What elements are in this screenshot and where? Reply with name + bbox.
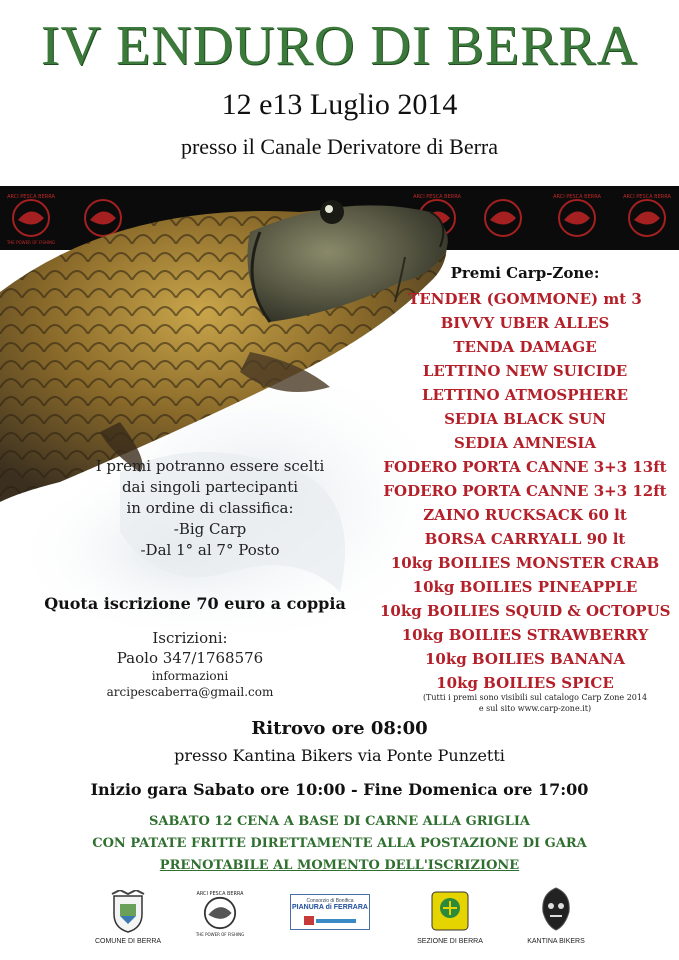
list-item: 10kg BOILIES SPICE [436,674,614,692]
svg-text:ARCI PESCA BERRA: ARCI PESCA BERRA [553,194,601,200]
list-item: FODERO PORTA CANNE 3+3 13ft [383,458,667,476]
dinner-booking-text: PRENOTABILE AL MOMENTO DELL'ISCRIZIONE [159,858,520,873]
list-item: 10kg BOILIES PINEAPPLE [412,578,638,596]
list-item: LETTINO NEW SUICIDE [422,362,628,380]
dinner-line: CON PATATE FRITTE DIRETTAMENTE ALLA POSTAZIONE DI GARA [92,836,587,851]
registration-fee: Quota iscrizione 70 euro a coppia [44,594,346,613]
registration-phone: Paolo 347/1768576 [116,649,264,667]
list-item: 10kg BOILIES BANANA [424,650,626,668]
arci-pesca-logo [620,190,674,246]
registration-title: Iscrizioni: [152,629,228,647]
event-location: presso il Canale Derivatore di Berra [180,134,499,159]
info-label: informazioni [151,669,229,683]
consorzio-label: Consorzio di Bonifica [306,898,354,904]
coat-of-arms-icon [108,890,148,934]
info-line: in ordine di classifica: [126,499,294,517]
list-item: LETTINO ATMOSPHERE [421,386,629,404]
arci-pesca-logo [550,190,604,246]
meeting-time: Ritrovo ore 08:00 [251,718,428,739]
contact-email: arcipescaberra@gmail.com [106,685,274,699]
prize-selection-info [85,456,335,561]
prize-catalog-note [400,692,670,714]
sponsor-caption: COMUNE DI BERRA [94,938,162,945]
prize-note-line: e sul sito www.carp-zone.it) [478,704,592,713]
prizes-title: Premi Carp-Zone: [450,264,600,282]
list-item: FODERO PORTA CANNE 3+3 12ft [383,482,667,500]
sponsor-caption: SEZIONE DI BERRA [417,938,483,945]
info-line: dai singoli partecipanti [121,478,299,496]
info-line: -Big Carp [173,520,247,538]
list-item: SEDIA BLACK SUN [444,410,606,428]
prize-note-line: (Tutti i premi sono visibili sul catalogo Carp Zone 2014 [422,693,648,702]
svg-text:ARCI PESCA BERRA: ARCI PESCA BERRA [413,194,461,200]
info-line: I premi potranno essere scelti [95,457,325,475]
consorzio-name: PIANURA di FERRARA [292,904,368,911]
race-schedule: Inizio gara Sabato ore 10:00 - Fine Domenica ore 17:00 [90,780,589,799]
logo-top-text: ARCI PESCA BERRA [196,891,244,898]
event-title: IV ENDURO DI BERRA [40,15,639,77]
registration-contacts [80,628,300,700]
list-item: 10kg BOILIES MONSTER CRAB [390,554,660,572]
list-item: 10kg BOILIES SQUID & OCTOPUS [380,602,671,620]
list-item: BORSA CARRYALL 90 lt [424,530,626,548]
info-line: -Dal 1° al 7° Posto [140,541,280,559]
svg-text:ARCI PESCA BERRA: ARCI PESCA BERRA [623,194,671,200]
sponsor-kantina-bikers [506,886,606,952]
sponsor-sezione-di-berra [400,886,500,952]
sponsor-consorzio-bonifica [290,886,370,952]
meeting-place: presso Kantina Bikers via Ponte Punzetti [174,746,505,765]
sponsor-arci-pesca [170,886,270,952]
event-dates: 12 e13 Luglio 2014 [221,88,458,121]
sezione-badge-icon [430,890,470,932]
consorzio-logo [290,894,370,930]
sponsor-caption: KANTINA BIKERS [527,938,585,945]
list-item: 10kg BOILIES STRAWBERRY [401,626,649,644]
arci-pesca-logo [476,190,530,246]
dinner-line: SABATO 12 CENA A BASE DI CARNE ALLA GRIGLIA [148,814,531,829]
list-item: TENDA DAMAGE [453,338,597,356]
list-item: SEDIA AMNESIA [453,434,597,452]
list-item: BIVVY UBER ALLES [440,314,610,332]
consorzio-emblem-icon [300,914,360,926]
svg-text:ARCI PESCA BERRA: ARCI PESCA BERRA [7,194,55,200]
list-item: ZAINO RUCKSACK 60 lt [423,506,627,524]
dinner-booking [0,858,679,873]
logo-bottom-text: THE POWER OF FISHING [195,932,245,938]
prize-list [380,288,670,696]
kantina-bikers-icon [539,886,573,932]
list-item: TENDER (GOMMONE) mt 3 [408,290,642,308]
svg-text:THE POWER OF FISHING: THE POWER OF FISHING [6,240,56,245]
arci-pesca-logo [195,888,245,938]
sponsor-comune-di-berra [78,886,178,952]
